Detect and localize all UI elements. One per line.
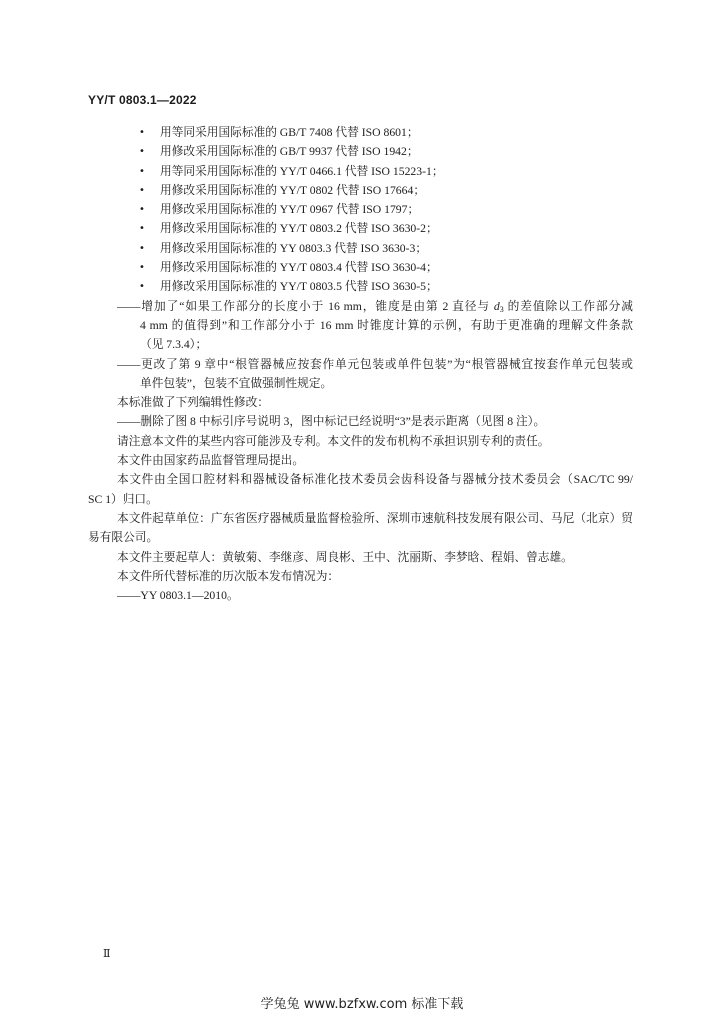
bullet-text: 用修改采用国际标准的 GB/T 9937 代替 ISO 1942； [160, 145, 419, 159]
bullet-item [0, 200, 724, 219]
bullet-dot-icon: • [139, 127, 145, 138]
change-added-line-2: 4 mm 的值得到”和工作部分小于 16 mm 时锥度计算的示例，有助于更准确的理解文件条款 [140, 318, 633, 332]
patent-notice: 请注意本文件的某些内容可能涉及专利。本文件的发布机构不承担识别专利的责任。 [117, 434, 550, 448]
change-added-text-after: 的差值除以工作部分减 [503, 299, 633, 313]
editorial-intro: 本标准做了下列编辑性修改： [117, 396, 269, 410]
variable-subscript: 3 [499, 304, 504, 314]
history-intro: 本文件所代替标准的历次版本发布情况为： [117, 569, 340, 583]
bullet-dot-icon: • [139, 242, 145, 254]
bullet-dot-icon: • [139, 262, 145, 274]
bullet-item [0, 142, 724, 161]
drafting-units-line-2: 易有限公司。 [88, 531, 159, 545]
drafters: 本文件主要起草人：黄敏菊、李继彦、周良彬、王中、沈丽斯、李梦晗、程娟、曾志雄。 [117, 550, 573, 564]
bullet-item [0, 219, 724, 238]
jurisdiction-line-2: SC 1）归口。 [88, 492, 158, 506]
page-number: Ⅱ [103, 948, 111, 960]
bullet-dot-icon: • [139, 165, 145, 177]
drafting-units-line-1: 本文件起草单位：广东省医疗器械质量监督检验所、深圳市速航科技发展有限公司、马尼（北京）贸 [117, 511, 633, 525]
bullet-dot-icon: • [139, 223, 145, 235]
bullet-text: 用修改采用国际标准的 YY 0803.3 代替 ISO 3630-3； [160, 241, 428, 255]
bullet-text: 用修改采用国际标准的 YY/T 0802 代替 ISO 17664； [160, 183, 426, 197]
editorial-item: ——删除了图 8 中标引序号说明 3，图中标记已经说明“3”是表示距离（见图 8 注）。 [117, 415, 546, 429]
bullet-item [0, 123, 724, 142]
bullet-item [0, 239, 724, 258]
bullet-item [0, 162, 724, 181]
bullet-item [0, 277, 724, 296]
bullet-text: 用修改采用国际标准的 YY/T 0803.4 代替 ISO 3630-4； [160, 261, 438, 275]
bullet-text: 用等同采用国际标准的 YY/T 0466.1 代替 ISO 15223-1； [160, 164, 444, 178]
bullet-item [0, 258, 724, 277]
foreword-content [0, 123, 724, 605]
change-modified-line-1: ——更改了第 9 章中“根管器械应按套作单元包装或单件包装”为“根管器械宜按套作单元包装或 [117, 357, 633, 371]
bullet-text: 用修改采用国际标准的 YY/T 0967 代替 ISO 1797； [160, 203, 420, 217]
bullet-dot-icon: • [139, 146, 145, 158]
bullet-dot-icon: • [139, 281, 145, 293]
bullet-text: 用修改采用国际标准的 YY/T 0803.2 代替 ISO 3630-2； [160, 222, 438, 236]
history-item: ——YY 0803.1—2010。 [117, 589, 239, 603]
bullet-text: 用等同采用国际标准的 GB/T 7408 代替 ISO 8601； [160, 126, 419, 139]
change-added-line-3: （见 7.3.4）； [140, 338, 208, 352]
jurisdiction-line-1: 本文件由全国口腔材料和器械设备标准化技术委员会齿科设备与器械分技术委员会（SAC/TC 99/ [117, 473, 633, 487]
document-number-header: YY/T 0803.1—2022 [88, 93, 197, 107]
watermark-text: 学兔兔 www.bzfxw.com 标准下载 [260, 997, 464, 1012]
proposed-by: 本文件由国家药品监督管理局提出。 [117, 454, 305, 468]
bullet-dot-icon: • [139, 204, 145, 216]
bullet-dot-icon: • [139, 184, 145, 196]
change-modified-line-2: 单件包装”，包装不宜做强制性规定。 [140, 376, 333, 390]
bullet-text: 用修改采用国际标准的 YY/T 0803.5 代替 ISO 3630-5； [160, 280, 438, 294]
change-added-text-before: ——增加了“如果工作部分的长度小于 16 mm，锥度是由第 2 直径与 [117, 299, 494, 313]
change-added-line-1 [117, 297, 633, 316]
bullet-item [0, 181, 724, 200]
variable-d: d [493, 299, 500, 313]
